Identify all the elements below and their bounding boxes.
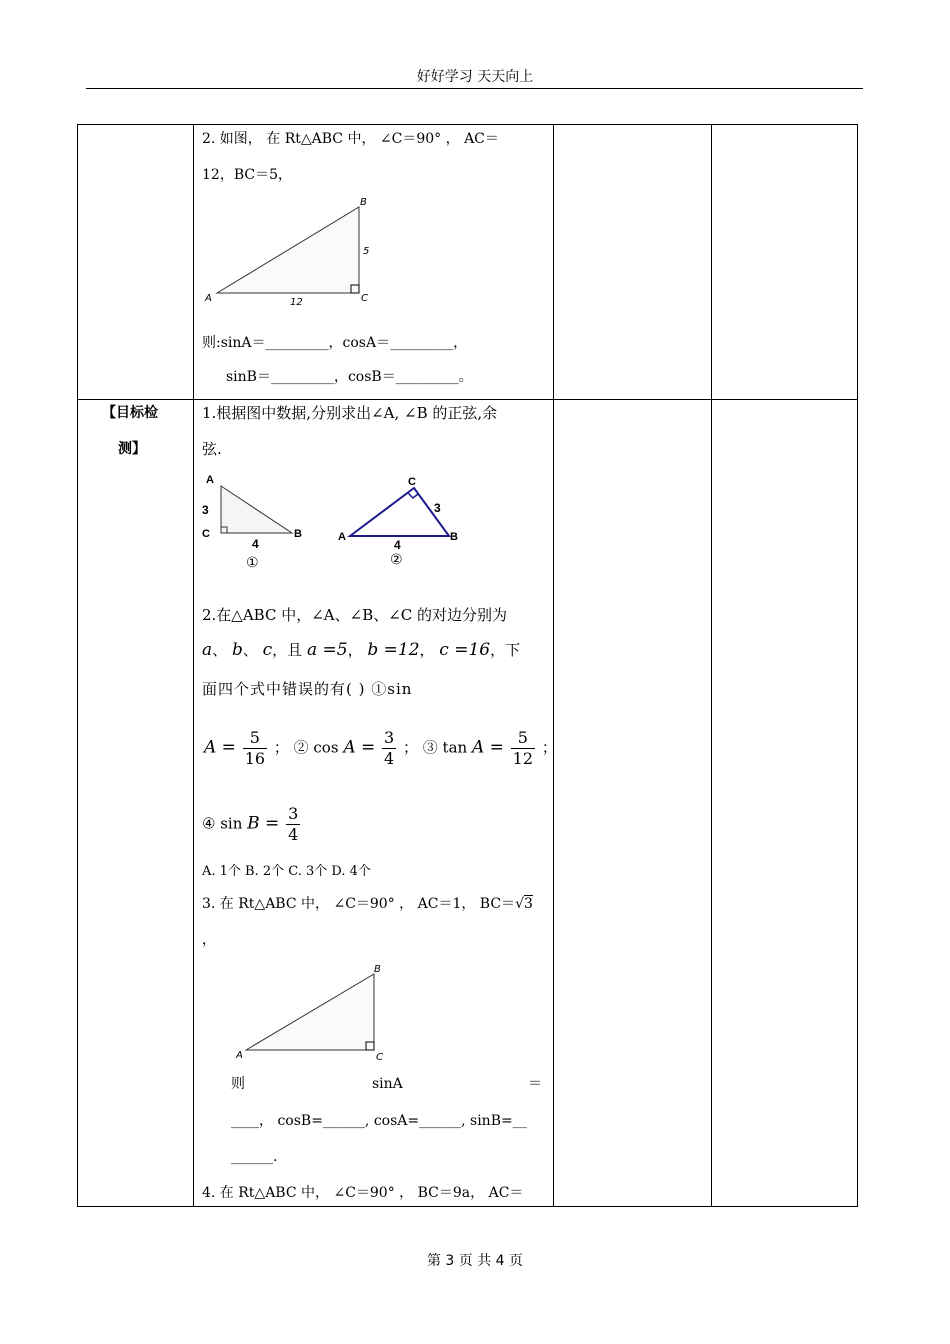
lesson-table [77, 124, 858, 1207]
question-text [202, 895, 533, 913]
choices: A. 1个 B. 2个 C. 3个 D. 4个 [202, 864, 371, 879]
label-cell [78, 400, 194, 1207]
side-label: 4 [252, 537, 259, 551]
side-label: 4 [394, 538, 401, 552]
math-eq: A = [471, 737, 504, 758]
fraction [243, 728, 267, 769]
vertex-label: A [236, 1050, 243, 1061]
triangle-figure-3 [230, 960, 410, 1066]
math-var: c [262, 640, 273, 660]
denominator: 4 [288, 825, 299, 844]
numerator: 5 [243, 728, 267, 749]
question-text: 1.根据图中数据,分别求出∠A, ∠B 的正弦,余 [202, 404, 498, 422]
numerator: 5 [511, 728, 535, 749]
math-var: a [202, 640, 213, 660]
question-text: a、 b、 c，且 a =5， b =12， c =16，下 [202, 640, 521, 660]
label-cell [78, 125, 194, 400]
question-text: 2. 如图， 在 Rt△ABC 中， ∠C＝90° ， AC＝ [202, 131, 499, 147]
content-cell [194, 400, 557, 1207]
question-text: 面四个式中错误的有( ) ①sin [202, 680, 413, 698]
triangle-figure-3 [230, 1238, 231, 1239]
page-footer: 第 3 页 共 4 页 [426, 1253, 524, 1269]
math-eq: B = [247, 813, 280, 834]
vertex-label: B [294, 528, 302, 540]
math-eq: a =5 [306, 640, 348, 660]
math-var: b [231, 640, 243, 660]
sqrt-value: 3 [523, 896, 533, 912]
question-text: ， [202, 932, 216, 948]
empty-cell [554, 400, 712, 1207]
fraction [511, 728, 535, 769]
empty-cell [712, 125, 858, 400]
header-rule [86, 88, 863, 89]
question-text: 12，BC＝5， [202, 167, 292, 183]
triangle-figure-1 [202, 470, 322, 570]
vertex-label: C [408, 476, 416, 488]
empty-cell [554, 125, 712, 400]
vertex-label: C [376, 1052, 383, 1063]
table-row [78, 400, 858, 1207]
answer-line: ____， cosB=______, cosA=______, sinB=__ [231, 1113, 527, 1129]
question-text: 3. 在 Rt△ABC 中， ∠C＝90° ， AC＝1， BC＝ [202, 896, 516, 912]
numerator: 3 [384, 728, 395, 747]
empty-cell [712, 400, 858, 1207]
vertex-label: B [374, 964, 381, 975]
option-line [204, 728, 557, 769]
question-text: ，且 [272, 641, 303, 659]
vertex-label: B [360, 197, 367, 208]
answer-line: ______. [231, 1149, 278, 1165]
vertex-label: C [361, 293, 368, 304]
math-eq: c =16 [439, 640, 491, 660]
triangle-figure-3 [224, 1240, 225, 1241]
side-label: 12 [290, 297, 303, 308]
option-label: ； ② cos [273, 738, 339, 757]
answer-line: 则:sinA＝_________，cosA＝_________， [202, 335, 468, 351]
section-label: 测】 [118, 441, 146, 457]
numerator: 3 [288, 804, 299, 823]
answer-line: sinA [372, 1076, 403, 1092]
question-text: 2.在△ABC 中，∠A、∠B、∠C 的对边分别为 [202, 606, 508, 624]
section-label: 【目标检 [102, 405, 158, 421]
vertex-label: A [205, 293, 212, 304]
vertex-label: B [450, 531, 458, 543]
denominator: 4 [384, 749, 395, 768]
vertex-label: C [202, 528, 210, 540]
option-line [202, 804, 302, 845]
option-label: ； ③ tan [403, 738, 468, 757]
page-header: 好好学习 天天向上 [416, 69, 534, 85]
answer-line: 则 [231, 1076, 245, 1092]
triangle-figure-2 [334, 468, 474, 568]
question-text: 4. 在 Rt△ABC 中， ∠C＝90° ， BC＝9a， AC＝ [202, 1185, 524, 1201]
question-text: 弦. [202, 440, 222, 458]
fraction [382, 728, 396, 769]
math-eq: b =12 [367, 640, 420, 660]
side-label: 3 [202, 503, 209, 517]
math-eq: A = [204, 737, 236, 758]
fraction [286, 804, 300, 845]
vertex-label: A [206, 474, 214, 486]
answer-line: sinB＝_________，cosB＝_________。 [226, 369, 473, 385]
figure-number: ① [246, 555, 259, 571]
option-label: ④ sin [202, 814, 243, 833]
option-label: ； [541, 738, 557, 757]
sqrt-symbol: √ [515, 896, 524, 912]
separator: 、 [242, 641, 258, 659]
question-text: ，下 [490, 641, 521, 659]
denominator: 16 [244, 749, 266, 768]
content-cell [194, 125, 554, 400]
side-label: 5 [363, 246, 370, 257]
answer-line: ＝ [528, 1076, 542, 1092]
math-eq: A = [343, 737, 376, 758]
triangle-figure [194, 193, 394, 313]
denominator: 12 [512, 749, 534, 768]
figure-number: ② [390, 552, 403, 568]
table-row [78, 125, 858, 400]
side-label: 3 [434, 501, 441, 515]
vertex-label: A [338, 531, 346, 543]
separator: 、 [212, 641, 228, 659]
